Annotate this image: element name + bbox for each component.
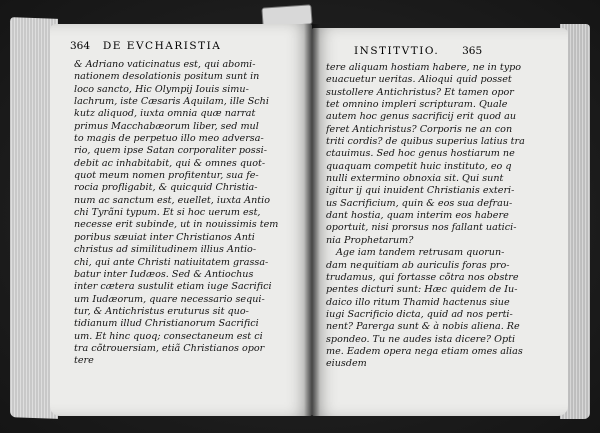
text-line: lachrum, iste Cæsaris Aquilam, ille Schi: [74, 96, 269, 108]
text-line: nulli extermino obnoxia sit. Qui sunt: [326, 173, 504, 185]
text-line: sustollere Antichristus? Et tamen opor: [326, 86, 514, 98]
text-line: iugi Sacrificio dicta, quid ad nos perti-: [326, 308, 513, 320]
text-line: rocia profligabit, & quicquid Christia-: [74, 182, 258, 194]
text-line: tra cõtrouersiam, etiã Christianos opor: [74, 342, 265, 354]
right-page-text: [326, 62, 558, 371]
text-line: um. Et hinc quoq; consectaneum est ci: [74, 330, 263, 342]
left-page-number: 364: [70, 40, 91, 52]
text-line: nationem desolationis positum sunt in: [74, 71, 260, 83]
text-line: dam nequitiam ab auriculis foras pro-: [326, 259, 510, 271]
right-head-title: INSTITVTIO.: [354, 45, 440, 57]
text-line: poribus sæuiat inter Christianos Anti: [74, 231, 255, 243]
text-line: christus ad similitudinem illius Antio-: [74, 244, 257, 256]
right-page-number: 365: [462, 45, 483, 57]
text-line: Age iam tandem retrusam quorun-: [336, 247, 505, 259]
text-line: batur inter Iudæos. Sed & Antiochus: [74, 268, 254, 280]
text-line: igitur ij qui inuident Christianis exteri-: [326, 185, 515, 197]
text-line: kutz aliquod, iuxta omnia quæ narrat: [74, 108, 256, 120]
text-line: nent? Parerga sunt & à nobis aliena. Re: [326, 321, 520, 333]
text-line: chi Tyrãni typum. Et si hoc uerum est,: [74, 207, 261, 219]
text-line: tidianum illud Christianorum Sacrifici: [74, 318, 259, 330]
text-line: tere aliquam hostiam habere, ne in typo: [326, 62, 522, 73]
text-line: us Sacrificium, quin & eos sua defrau-: [326, 197, 513, 209]
text-line: trudamus, qui fortasse cõtra nos obstre: [326, 271, 519, 283]
left-page-text: [74, 59, 306, 368]
text-line: inter cætera sustulit etiam iuge Sacrifici: [74, 281, 272, 293]
book-gutter: [304, 24, 320, 416]
text-line: quot meum nomen profitentur, sua fe-: [74, 170, 259, 182]
text-line: tet omnino impleri scripturam. Quale: [326, 99, 508, 111]
text-line: dant hostia, quam interim eos habere: [326, 210, 509, 222]
left-running-head: [70, 40, 221, 52]
text-line: oportuit, nisi prorsus nos fallant uatici-: [326, 222, 517, 234]
text-line: to magis de perpetuo illo meo adversa-: [74, 133, 264, 145]
text-line: triti cordis? de quibus superius latius tra: [326, 136, 525, 148]
text-line: daico illo ritum Thamid hactenus siue: [326, 296, 510, 308]
text-line: autem hoc genus sacrificij erit quod au: [326, 111, 517, 123]
text-line: nia Prophetarum?: [326, 234, 414, 246]
text-line: me. Eadem opera nega etiam omes alias: [326, 345, 523, 357]
text-line: eiusdem: [326, 358, 367, 370]
text-line: primus Macchabæorum liber, sed mul: [74, 120, 259, 132]
text-line: euacuetur ueritas. Alioqui quid posset: [326, 74, 512, 86]
text-line: feret Antichristus? Corporis ne an con: [326, 123, 513, 135]
text-line: tur, & Antichristus eruturus sit quo-: [74, 305, 249, 317]
text-line: & Adriano vaticinatus est, qui abomi-: [74, 59, 256, 70]
left-head-title: DE EVCHARISTIA: [102, 40, 222, 52]
text-line: necesse erit subinde, ut in nouissimis tem: [74, 219, 279, 231]
text-line: num ac sanctum est, euellet, iuxta Antio: [74, 194, 270, 206]
right-running-head: [354, 45, 482, 57]
text-line: rio, quem ipse Satan corporaliter possi-: [74, 145, 267, 157]
text-line: tere: [74, 355, 94, 367]
text-line: pentes dicturi sunt: Hæc quidem de Iu-: [326, 284, 518, 296]
text-line: um Iudæorum, quare necessario sequi-: [74, 293, 265, 305]
text-line: ctauimus. Sed hoc genus hostiarum ne: [326, 148, 515, 160]
text-line: spondeo. Tu ne audes ista dicere? Opti: [326, 333, 516, 345]
text-line: chi, qui ante Christi natiuitatem grassa-: [74, 256, 269, 268]
text-line: loco sancto, Hic Olympij Iouis simu-: [74, 83, 249, 95]
text-line: debit ac inhabitabit, qui & omnes quot-: [74, 157, 266, 169]
text-line: quaquam competit huic instituto, eo q: [326, 160, 512, 172]
